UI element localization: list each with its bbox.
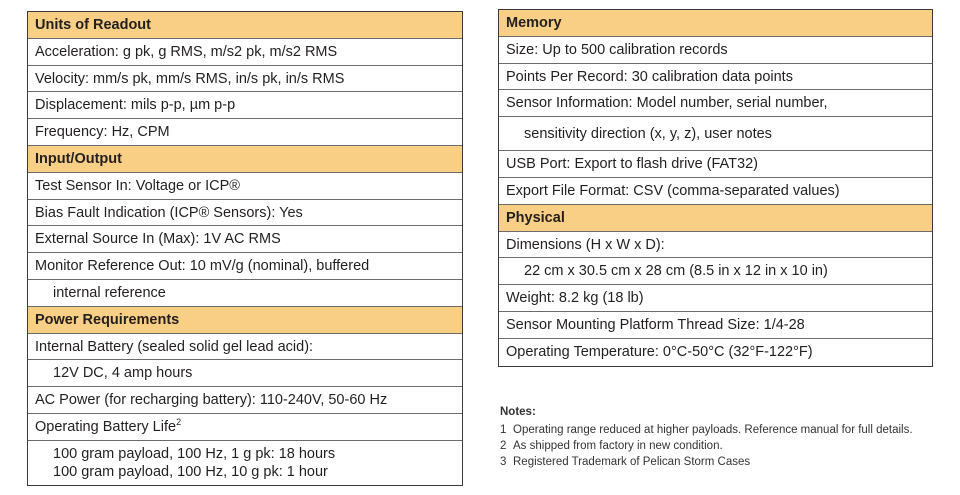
internal-battery-row: Internal Battery (sealed solid gel lead acid): (28, 334, 462, 361)
note-number: 3 (500, 456, 507, 468)
input-output-header: Input/Output (28, 146, 462, 173)
weight-row: Weight: 8.2 kg (18 lb) (499, 285, 932, 312)
bias-fault-row: Bias Fault Indication (ICP® Sensors): Yes (28, 200, 462, 227)
note-item (500, 454, 940, 470)
velocity-row: Velocity: mm/s pk, mm/s RMS, in/s pk, in/s RMS (28, 66, 462, 93)
notes-title: Notes: (500, 406, 536, 418)
units-of-readout-header: Units of Readout (28, 12, 462, 39)
dimensions-value-row: 22 cm x 30.5 cm x 28 cm (8.5 in x 12 in x 10 in) (499, 258, 932, 285)
note-text: Operating range reduced at higher payloads. Reference manual for full details. (513, 424, 913, 436)
battery-life-value-2: 100 gram payload, 100 Hz, 10 g pk: 1 hour (53, 463, 328, 480)
battery-life-footnote-ref: 2 (176, 417, 182, 428)
memory-header: Memory (499, 10, 932, 37)
frequency-row: Frequency: Hz, CPM (28, 119, 462, 146)
external-source-row: External Source In (Max): 1V AC RMS (28, 226, 462, 253)
points-per-record-row: Points Per Record: 30 calibration data points (499, 64, 932, 91)
note-text: Registered Trademark of Pelican Storm Cases (513, 456, 751, 468)
thread-size-row: Sensor Mounting Platform Thread Size: 1/4-28 (499, 312, 932, 339)
test-sensor-row: Test Sensor In: Voltage or ICP® (28, 173, 462, 200)
left-spec-table (27, 11, 463, 486)
displacement-row: Displacement: mils p-p, µm p-p (28, 92, 462, 119)
note-text: As shipped from factory in new condition. (513, 440, 723, 452)
monitor-reference-cont-row: internal reference (28, 280, 462, 307)
monitor-reference-row: Monitor Reference Out: 10 mV/g (nominal), buffered (28, 253, 462, 280)
note-item (500, 422, 940, 438)
sensor-information-row: Sensor Information: Model number, serial number, (499, 90, 932, 117)
ac-power-row: AC Power (for recharging battery): 110-240V, 50-60 Hz (28, 387, 462, 414)
power-requirements-header: Power Requirements (28, 307, 462, 334)
note-number: 2 (500, 440, 507, 452)
physical-header: Physical (499, 205, 932, 232)
sensor-information-cont-row: sensitivity direction (x, y, z), user notes (499, 117, 932, 151)
battery-spec-row: 12V DC, 4 amp hours (28, 360, 462, 387)
export-format-row: Export File Format: CSV (comma-separated values) (499, 178, 932, 205)
dimensions-row: Dimensions (H x W x D): (499, 232, 932, 259)
notes-section (500, 404, 940, 470)
battery-life-row (28, 414, 462, 441)
battery-life-label: Operating Battery Life (35, 418, 177, 435)
note-number: 1 (500, 424, 507, 436)
acceleration-row: Acceleration: g pk, g RMS, m/s2 pk, m/s2 RMS (28, 39, 462, 66)
battery-life-value-1: 100 gram payload, 100 Hz, 1 g pk: 18 hours (53, 445, 336, 462)
right-spec-table (498, 9, 933, 367)
operating-temperature-row: Operating Temperature: 0°C-50°C (32°F-122°F) (506, 343, 813, 360)
usb-port-row: USB Port: Export to flash drive (FAT32) (499, 151, 932, 178)
battery-life-values-row (28, 441, 462, 485)
note-item (500, 438, 940, 454)
memory-size-row: Size: Up to 500 calibration records (499, 37, 932, 64)
